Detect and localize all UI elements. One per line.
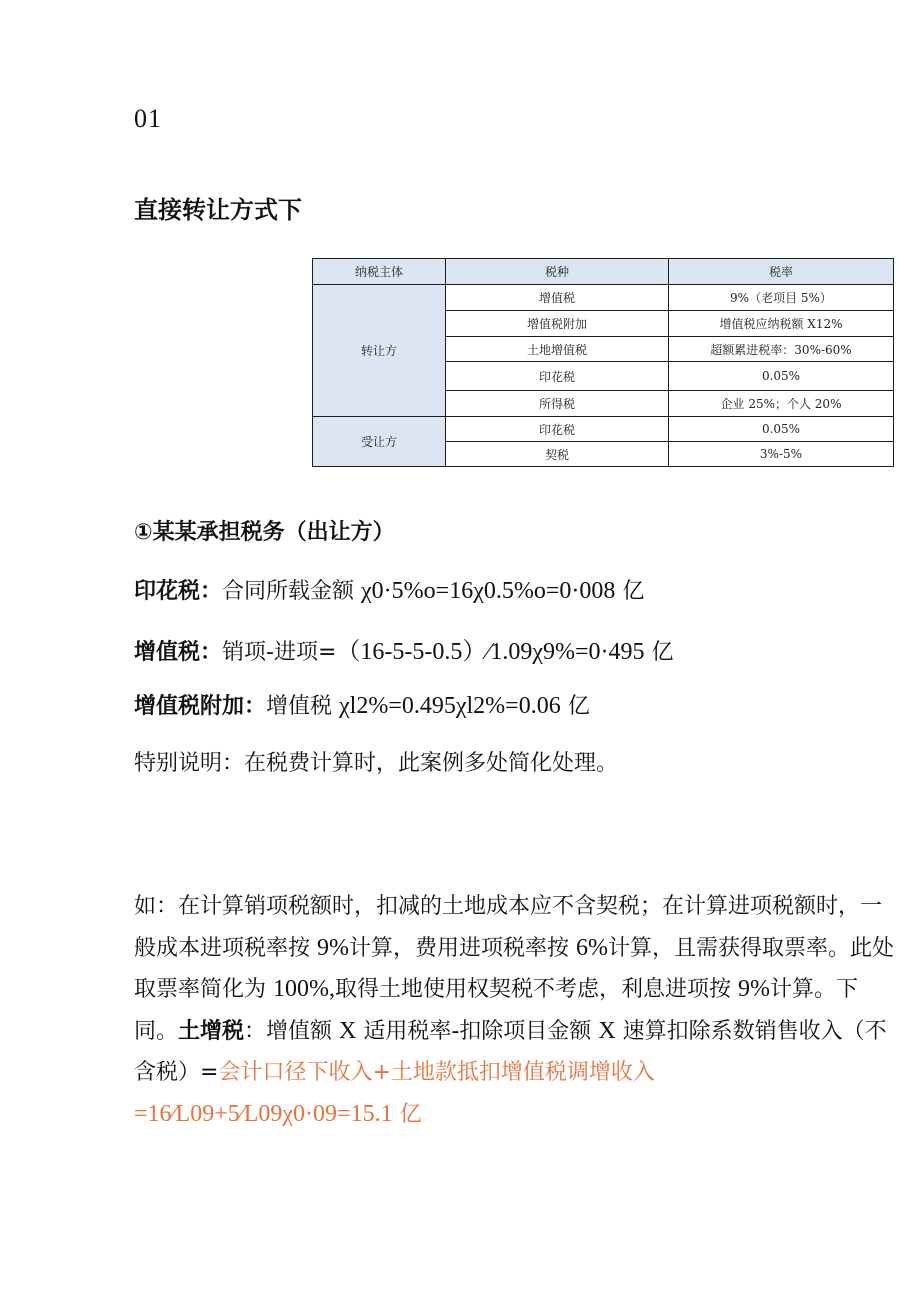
subject-transferor: 转让方 — [313, 285, 446, 417]
vat-unit: 亿 — [644, 640, 674, 665]
para-number: 6% — [576, 934, 608, 961]
vat-label: 增值税： — [134, 640, 223, 665]
tax-rate-cell: 3%-5% — [669, 442, 894, 467]
table-row — [313, 417, 894, 442]
header-rate: 税率 — [669, 259, 894, 285]
stamp-duty-label: 印花税： — [134, 579, 223, 604]
tax-rate-cell: 增值税应纳税额 X12% — [669, 311, 894, 337]
para-text: 适用税率-扣除项目金额 — [356, 1018, 599, 1044]
para-text: ：增值额 — [244, 1018, 340, 1044]
tax-type-cell: 增值税 — [446, 285, 669, 311]
tax-type-cell: 所得税 — [446, 391, 669, 417]
tax-table — [312, 258, 894, 467]
tax-type-cell: 增值税附加 — [446, 311, 669, 337]
explanation-paragraph — [134, 886, 894, 1135]
highlight-formula: =16⁄L09+5⁄L09χ0·09=15.1 — [134, 1100, 393, 1127]
tax-type-cell: 印花税 — [446, 417, 669, 442]
stamp-duty-unit: 亿 — [615, 579, 645, 604]
para-number: 9% — [738, 976, 770, 1002]
vat-formula: （16-5-5-0.5）⁄1.09χ9%=0·495 — [336, 639, 645, 665]
section-number: 01 — [134, 104, 162, 133]
para-number: 100%, — [273, 976, 335, 1002]
header-subject: 纳税主体 — [313, 259, 446, 285]
tax-type-cell: 印花税 — [446, 362, 669, 391]
land-vat-label: 土增税 — [178, 1018, 245, 1044]
para-number: 9% — [317, 934, 349, 961]
para-symbol: X — [598, 1017, 616, 1044]
stamp-duty-formula: χ0·5%o=16χ0.5%o=0·008 — [361, 578, 616, 604]
para-text: 计算，且需获得取票率。此处取票率简化为 — [134, 935, 895, 1002]
table-row — [313, 285, 894, 311]
vat-line — [134, 631, 674, 666]
subject-transferee: 受让方 — [313, 417, 446, 467]
highlight-text: 会计口径下收入+土地款抵扣增值税调增收入 — [218, 1060, 655, 1085]
highlight-unit: 亿 — [392, 1101, 422, 1127]
vat-surcharge-text: 增值税 — [266, 694, 340, 719]
header-tax-type: 税种 — [446, 259, 669, 285]
tax-rate-cell: 企业 25%；个人 20% — [669, 391, 894, 417]
para-text: 如：在计算销项税额时，扣减的土地成本应不含契税；在计算进项税额时，一般成本进项税率按 — [134, 894, 883, 961]
special-note: 特别说明：在税费计算时，此案例多处简化处理。 — [134, 751, 619, 776]
tax-type-cell: 土地增值税 — [446, 337, 669, 362]
para-symbol: X — [339, 1017, 357, 1044]
vat-surcharge-line — [134, 689, 590, 720]
tax-rate-cell: 0.05% — [669, 417, 894, 442]
vat-surcharge-unit: 亿 — [560, 694, 590, 719]
vat-surcharge-label: 增值税附加： — [134, 694, 267, 719]
stamp-duty-text: 合同所载金额 — [222, 579, 362, 604]
stamp-duty-line — [134, 574, 644, 605]
tax-rate-cell: 0.05% — [669, 362, 894, 391]
section-title: 直接转让方式下 — [134, 196, 302, 224]
para-text: 速算扣除系数销售收入（不含税）= — [134, 1018, 887, 1085]
vat-text: 销项-进项= — [222, 640, 337, 665]
table-header-row — [313, 259, 894, 285]
para-text: 计算，费用进项税率按 — [349, 935, 576, 961]
tax-type-cell: 契税 — [446, 442, 669, 467]
subheading: ①某某承担税务（出让方） — [134, 520, 395, 545]
para-text: 计算。下同。 — [134, 977, 859, 1044]
para-text: 取得土地使用权契税不考虑，利息进项按 — [335, 977, 738, 1002]
vat-surcharge-formula: χl2%=0.495χl2%=0.06 — [339, 693, 561, 719]
tax-rate-cell: 超额累进税率：30%-60% — [669, 337, 894, 362]
tax-rate-cell: 9%（老项目 5%） — [669, 285, 894, 311]
